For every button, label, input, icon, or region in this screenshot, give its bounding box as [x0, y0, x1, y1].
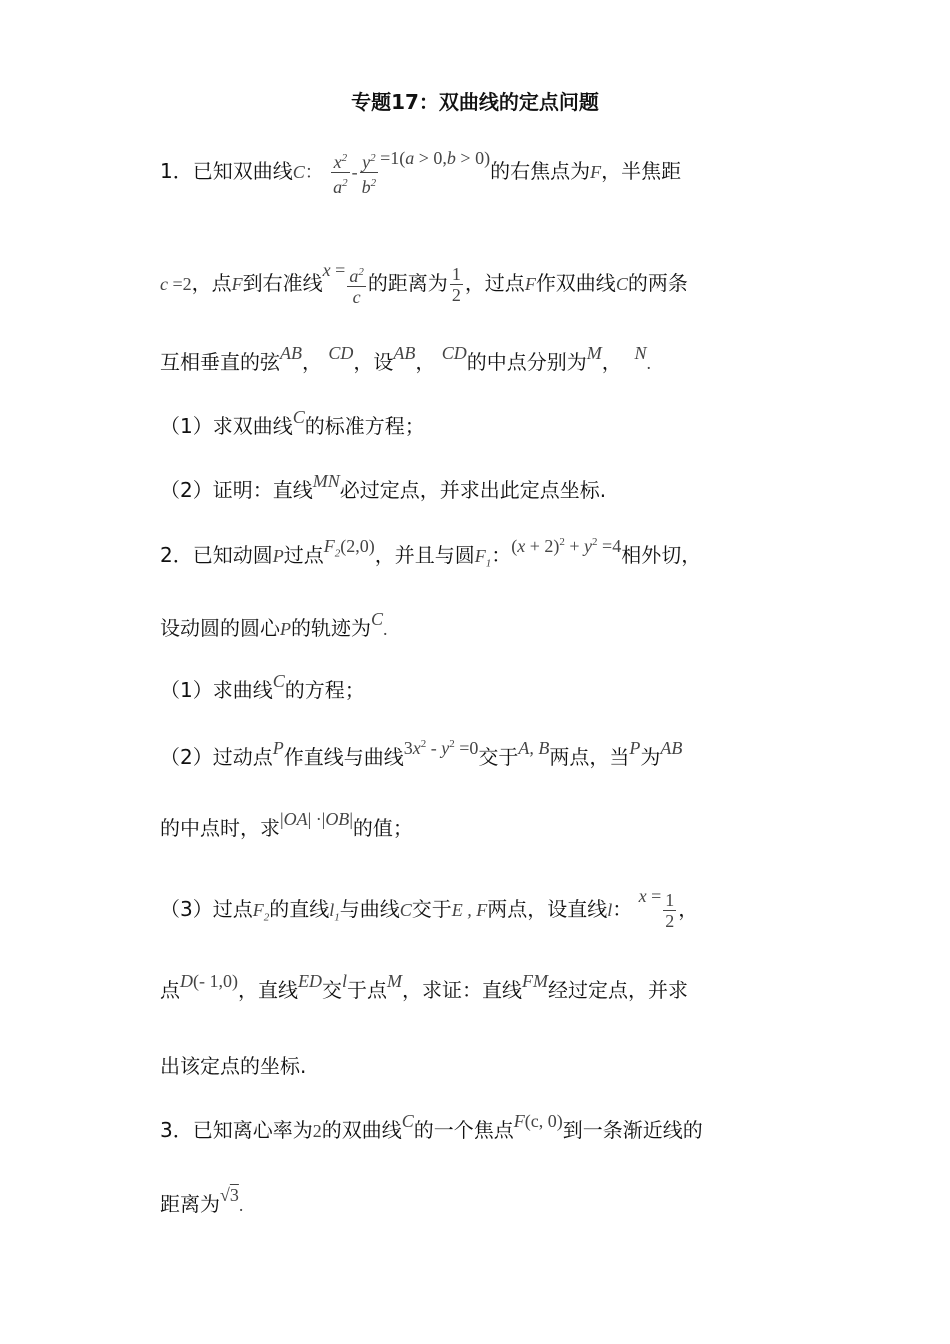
problem-2-question-2-line-1: （2）过动点P作直线与曲线$3x^2 - y^2 =0$交于A, B两点，当P为AB [160, 738, 683, 769]
problem-2-question-3-line-3: 出该定点的坐标. [160, 1054, 307, 1078]
problem-1-question-1: （1）求双曲线C的标准方程； [160, 407, 425, 438]
problem-3-line-1: 3．已知离心率为2的双曲线C的一个焦点F(c, 0)到一条渐近线的 [160, 1111, 703, 1142]
problem-2-question-1: （1）求曲线C的方程； [160, 671, 365, 702]
math-eq-condition: =1(a > 0,b > 0) [380, 148, 491, 168]
problem-1-line-1: 1．已知双曲线C： $\frac{x^2}{a^2}$ - $\frac{y^2}{b^2}$ =1(a > 0,b > 0)的右焦点为F，半焦距 [160, 148, 682, 197]
problem-2-question-3-line-2: 点D(- 1,0)，直线ED交l于点M，求证：直线FM经过定点，并求 [160, 971, 688, 1002]
math-circle-equation: $(x + 2)^2 + y^2 =4$ [511, 536, 622, 556]
math-c-eq-2: c [160, 274, 168, 294]
problem-2-line-2: 设动圆的圆心P的轨迹为C. [160, 609, 388, 640]
math-fraction-1-2-b: $\frac{1}{2}$ [665, 890, 675, 931]
math-C: C [292, 162, 305, 182]
problem-2-question-2-line-2: 的中点时，求|OA| ·|OB|的值； [160, 809, 413, 840]
math-fraction-a2-c: $\frac{a^2}{c}$ [347, 262, 366, 307]
math-oa-ob-product: |OA| ·|OB| [280, 809, 353, 829]
page-title: 专题17：双曲线的定点问题 [351, 90, 599, 114]
math-curve-equation: $3x^2 - y^2 =0$ [403, 738, 479, 758]
problem-2-question-3-line-1: （3）过点$F_2$的直线$l_1$与曲线C交于E , F两点，设直线l： x = $\frac{1}{2}$ ， [160, 886, 699, 931]
problem-1-line-2: c =2，点F到右准线x = $\frac{a^2}{c}$ 的距离为 $\frac{1}{2}$ ，过点F作双曲线C的两条 [160, 260, 688, 307]
problem-2-line-1: 2．已知动圆P过点$F_2(2,0)$，并且与圆$F_1$：$(x + 2)^2 + y^2 =4$相外切， [160, 536, 702, 570]
math-fraction-y2-b2: $\frac{y^2}{b^2}$ [360, 148, 379, 197]
math-fraction-1-2: $\frac{1}{2}$ [451, 264, 461, 305]
problem-3-line-2: 距离为√3. [160, 1185, 244, 1216]
math-sqrt-3: √3 [220, 1185, 239, 1205]
problem-1-line-3: 互相垂直的弦AB， CD，设AB， CD的中点分别为M， N. [160, 343, 651, 374]
math-fraction-x2-a2: $\frac{x^2}{a^2}$ [331, 148, 350, 197]
problem-1-question-2: （2）证明：直线MN必过定点，并求出此定点坐标. [160, 471, 607, 502]
